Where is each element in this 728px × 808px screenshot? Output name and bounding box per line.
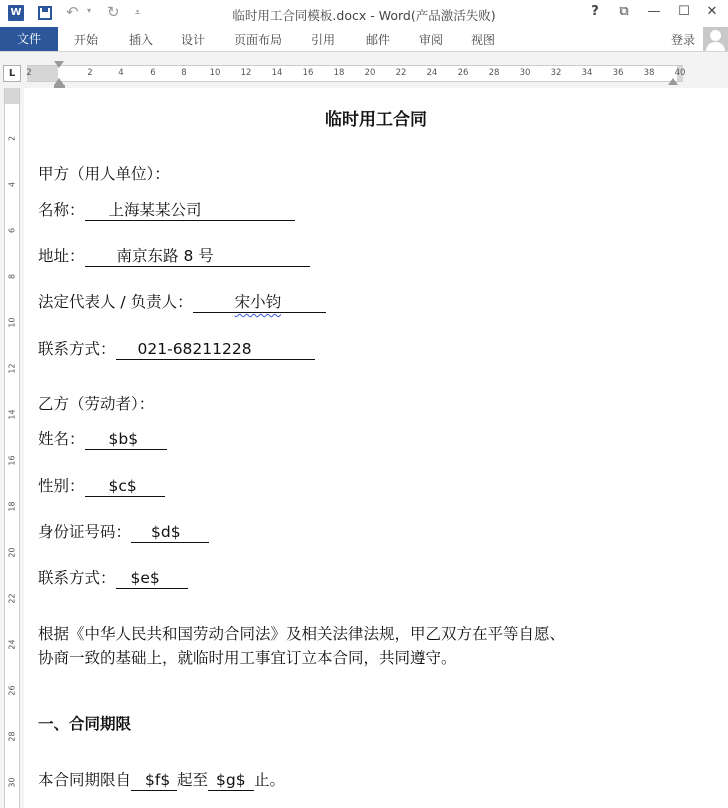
gender-value: $c$ — [108, 477, 137, 495]
section-1-heading-text: 一、合同期限 — [38, 715, 132, 733]
ruler-label: 20 — [364, 68, 376, 78]
ruler-label: 14 — [7, 409, 17, 420]
tab-insert[interactable]: 插入 — [129, 33, 154, 47]
ruler-label: 28 — [7, 731, 17, 742]
sign-in-link[interactable]: 登录 — [671, 33, 696, 47]
ruler-top-margin — [5, 88, 19, 104]
ruler-label: 26 — [457, 68, 469, 78]
undo-dropdown-icon[interactable]: ▾ — [87, 6, 92, 15]
id-number-line — [38, 520, 658, 543]
redo-icon[interactable]: ↻ — [107, 3, 120, 21]
term-mid: 起至 — [177, 771, 209, 789]
party-a-heading — [38, 162, 658, 184]
worker-name-line — [38, 427, 658, 450]
ruler-label: 24 — [7, 639, 17, 650]
ruler-label: 6 — [7, 227, 17, 234]
tab-selector[interactable]: L — [3, 65, 21, 82]
company-name-value: 上海某某公司 — [108, 201, 202, 219]
ruler-label: 16 — [302, 68, 314, 78]
help-button[interactable]: ? — [591, 4, 599, 19]
address-line — [38, 244, 658, 267]
contact-b-field[interactable] — [116, 569, 188, 589]
tab-mailings[interactable]: 邮件 — [366, 33, 391, 47]
worker-name-field[interactable] — [85, 430, 167, 450]
customize-toolbar-icon[interactable]: ⩡ — [135, 8, 141, 18]
ruler-label: 34 — [581, 68, 593, 78]
document-title: 临时用工合同 — [325, 110, 427, 130]
ruler-label: 22 — [7, 593, 17, 604]
gender-line — [38, 474, 658, 497]
ruler-label: 22 — [395, 68, 407, 78]
ribbon-display-options-icon[interactable]: ⧉ — [619, 4, 629, 19]
ruler-label: 16 — [7, 455, 17, 466]
ruler-label: 10 — [209, 68, 221, 78]
vertical-ruler[interactable] — [4, 88, 20, 808]
ruler-label: 40 — [674, 68, 686, 78]
ruler-label: 30 — [519, 68, 531, 78]
contact-b-label: 联系方式： — [38, 569, 116, 587]
ruler-label: 10 — [7, 317, 17, 328]
ribbon-tabs — [0, 27, 728, 51]
ruler-label: 30 — [7, 777, 17, 788]
contact-b-value: $e$ — [130, 569, 160, 587]
ruler-label: 4 — [7, 181, 17, 188]
ruler-label: 4 — [118, 68, 124, 78]
ruler-label: 32 — [550, 68, 562, 78]
ruler-label: 20 — [7, 547, 17, 558]
id-number-field[interactable] — [131, 523, 209, 543]
section-1-heading — [38, 712, 658, 734]
preamble-line-2 — [38, 646, 658, 668]
term-end-value: $g$ — [216, 771, 246, 789]
avatar[interactable] — [703, 27, 728, 51]
gender-field[interactable] — [85, 477, 165, 497]
ruler-label: 14 — [271, 68, 283, 78]
address-field[interactable] — [85, 247, 310, 267]
id-number-value: $d$ — [151, 523, 181, 541]
term-start-value: $f$ — [145, 771, 171, 789]
preamble-text-1: 根据《中华人民共和国劳动合同法》及相关法律法规，甲乙双方在平等自愿、 — [38, 625, 566, 643]
ruler-label: 24 — [426, 68, 438, 78]
ruler-label: 18 — [333, 68, 345, 78]
contract-term-line — [38, 768, 658, 791]
worker-name-label: 姓名： — [38, 430, 85, 448]
undo-icon[interactable]: ↶ — [66, 3, 79, 21]
first-line-indent-marker[interactable] — [54, 61, 64, 68]
party-b-heading-text: 乙方（劳动者）： — [38, 395, 155, 413]
contact-a-value: 021-68211228 — [137, 340, 252, 358]
preamble-line-1 — [38, 622, 658, 644]
ruler-label: 12 — [240, 68, 252, 78]
company-name-label: 名称： — [38, 201, 85, 219]
ruler-label: 38 — [643, 68, 655, 78]
ruler-label: 12 — [7, 363, 17, 374]
window-title: 临时用工合同模板.docx - Word(产品激活失败) — [232, 8, 496, 23]
minimize-button[interactable]: — — [647, 4, 661, 19]
tab-view[interactable]: 视图 — [471, 33, 496, 47]
company-name-field[interactable] — [85, 201, 295, 221]
legal-rep-label: 法定代表人 / 负责人： — [38, 293, 193, 311]
party-b-heading — [38, 392, 658, 414]
ruler-label: 8 — [7, 273, 17, 280]
close-button[interactable]: ✕ — [706, 4, 718, 19]
contact-a-field[interactable] — [116, 340, 315, 360]
maximize-button[interactable]: ☐ — [678, 4, 690, 19]
term-end-field[interactable] — [208, 771, 254, 791]
ruler-label: 26 — [7, 685, 17, 696]
tab-references[interactable]: 引用 — [311, 33, 336, 47]
contact-a-label: 联系方式： — [38, 340, 116, 358]
term-suffix: 止。 — [254, 771, 286, 789]
ruler-label: 6 — [150, 68, 156, 78]
ruler-label: 2 — [87, 68, 93, 78]
company-name-line — [38, 198, 658, 221]
gender-label: 性别： — [38, 477, 85, 495]
tab-design[interactable]: 设计 — [181, 33, 206, 47]
legal-rep-line — [38, 290, 658, 313]
legal-rep-value: 宋小钧 — [234, 293, 282, 311]
ruler-label: 2 — [7, 135, 17, 142]
tab-file[interactable]: 文件 — [0, 27, 58, 51]
term-start-field[interactable] — [131, 771, 177, 791]
ruler-label: 36 — [612, 68, 624, 78]
ruler-label: 8 — [181, 68, 187, 78]
legal-rep-field[interactable] — [193, 293, 326, 313]
horizontal-ruler[interactable] — [26, 65, 686, 82]
tab-review[interactable]: 审阅 — [419, 33, 444, 47]
ruler-area — [0, 52, 728, 88]
right-indent-marker[interactable] — [668, 78, 678, 85]
contact-b-line — [38, 566, 658, 589]
term-prefix: 本合同期限自 — [38, 771, 132, 789]
word-logo-icon[interactable]: W — [8, 5, 24, 21]
tab-home[interactable]: 开始 — [74, 33, 99, 47]
worker-name-value: $b$ — [108, 430, 139, 448]
party-a-heading-text: 甲方（用人单位）： — [38, 165, 170, 183]
ruler-label: 18 — [7, 501, 17, 512]
address-value: 南京东路 8 号 — [116, 247, 214, 265]
id-number-label: 身份证号码： — [38, 523, 132, 541]
tab-page-layout[interactable]: 页面布局 — [234, 33, 283, 47]
title-bar — [0, 0, 728, 27]
address-label: 地址： — [38, 247, 85, 265]
preamble-text-2: 协商一致的基础上，就临时用工事宜订立本合同，共同遵守。 — [38, 649, 457, 667]
hanging-indent-marker[interactable] — [54, 78, 64, 85]
contact-a-line — [38, 337, 658, 360]
ruler-label: 2 — [26, 68, 32, 78]
ruler-label: 28 — [488, 68, 500, 78]
